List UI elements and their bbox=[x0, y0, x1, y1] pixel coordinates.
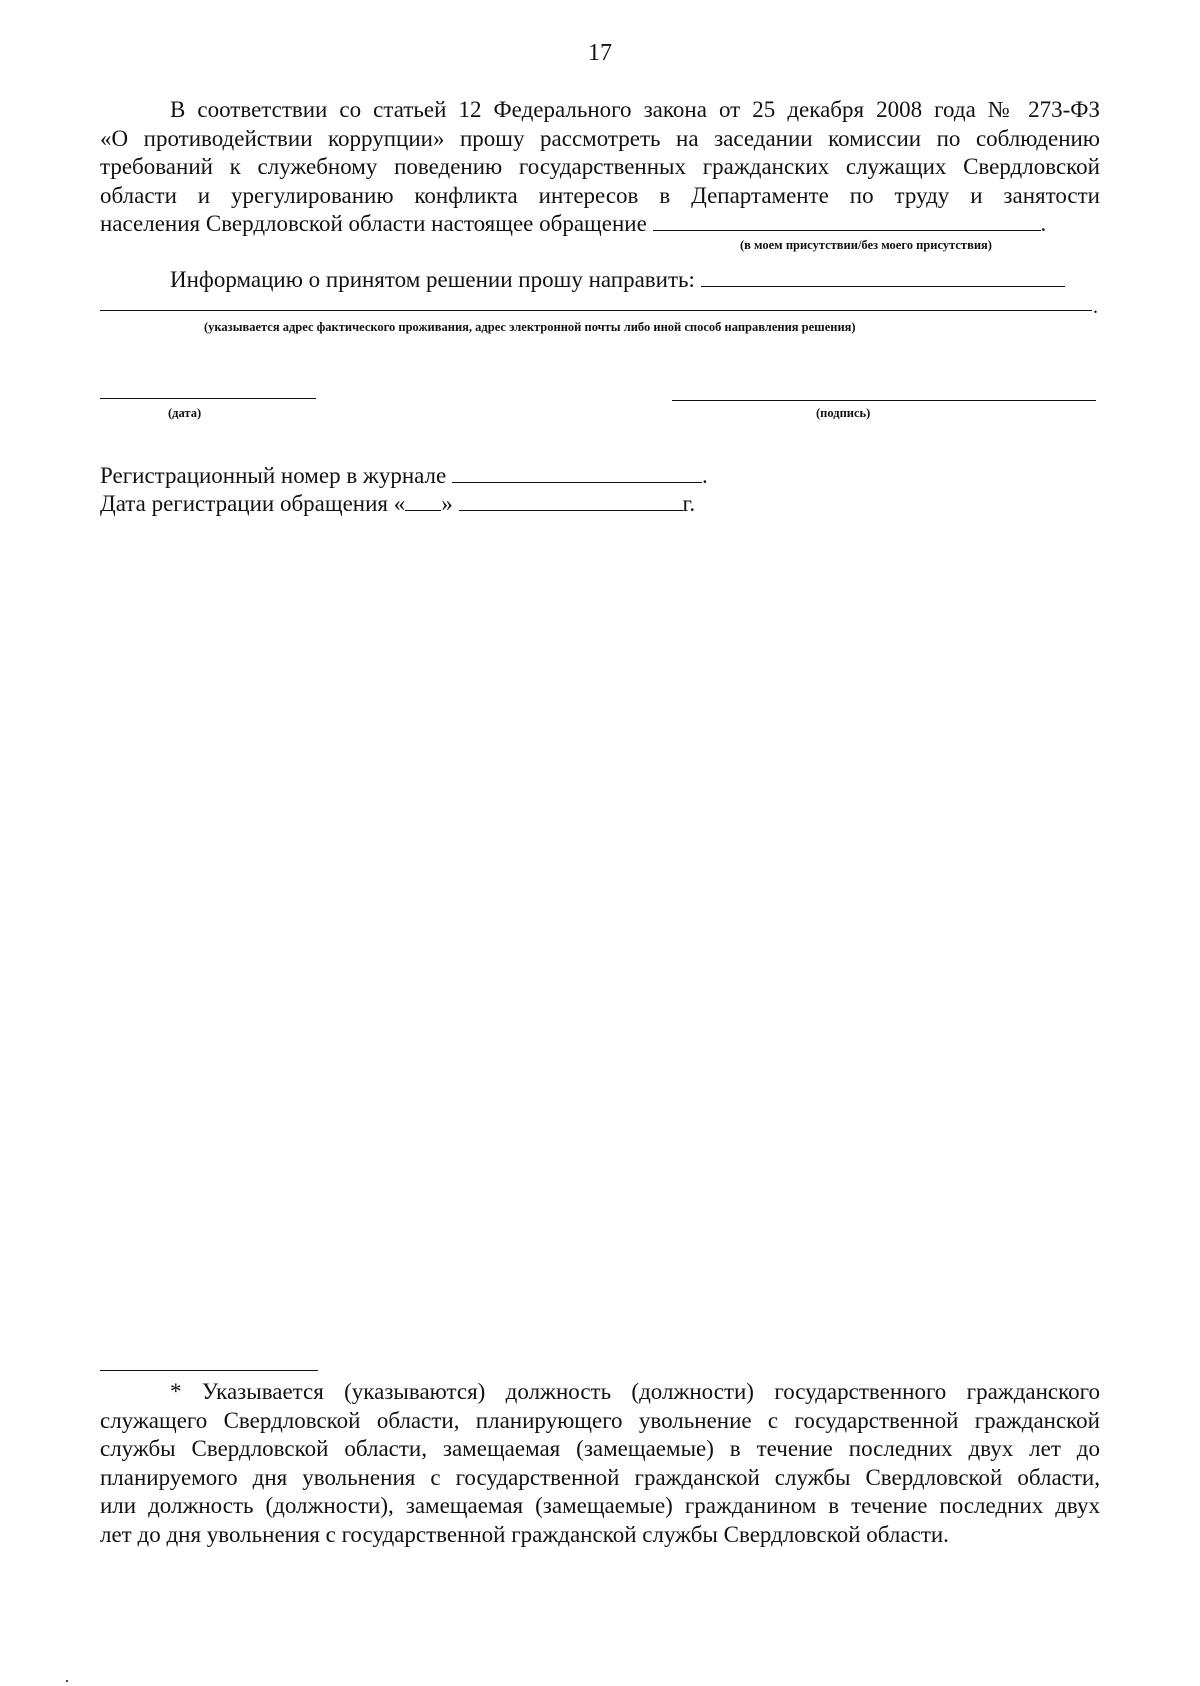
paragraph-line: «О противодействии коррупции» прошу рассмотреть на заседании комиссии по соблюдению bbox=[100, 125, 1100, 151]
paragraph-line: области и урегулированию конфликта интересов в Департаменте по труду и занятости bbox=[100, 182, 1100, 208]
date-field[interactable] bbox=[100, 398, 316, 399]
signature-field[interactable] bbox=[672, 400, 1096, 401]
registration-date-year-suffix: г. bbox=[682, 491, 696, 516]
footnote-line: службы Свердловской области, замещаемая (замещаемые) в течение последних двух лет до bbox=[100, 1436, 1100, 1461]
info-address-field-2[interactable] bbox=[100, 310, 1092, 311]
info-address-end: . bbox=[1093, 296, 1098, 318]
scan-speck bbox=[66, 1680, 68, 1682]
registration-number-field[interactable] bbox=[452, 462, 702, 483]
paragraph-line-last bbox=[100, 210, 1100, 239]
footnote-line: или должность (должности), замещаемая (замещаемые) гражданином в течение последних двух bbox=[100, 1493, 1100, 1518]
footnote-divider bbox=[100, 1370, 318, 1371]
registration-number-line bbox=[100, 462, 708, 489]
footnote bbox=[100, 1378, 1100, 1549]
presence-field[interactable] bbox=[653, 210, 1041, 231]
address-caption: (указывается адрес фактического проживания, адрес электронной почты либо иной способ направления решения) bbox=[204, 320, 856, 334]
footnote-line: * Указывается (указываются) должность (должности) государственного гражданского bbox=[170, 1379, 1100, 1404]
registration-day-field[interactable] bbox=[405, 490, 441, 511]
date-caption: (дата) bbox=[168, 406, 202, 420]
info-request-label: Информацию о принятом решении прошу направить: bbox=[170, 267, 695, 292]
registration-month-year-field[interactable] bbox=[459, 490, 683, 511]
registration-number-label: Регистрационный номер в журнале bbox=[100, 463, 447, 488]
paragraph-line-text: населения Свердловской области настоящее обращение bbox=[100, 211, 647, 236]
appeal-paragraph bbox=[100, 96, 1100, 239]
presence-caption: (в моем присутствии/без моего присутствия) bbox=[740, 238, 992, 252]
registration-number-end: . bbox=[701, 463, 708, 488]
footnote-line: служащего Свердловской области, планирующего увольнение с государственной гражданской bbox=[100, 1407, 1100, 1433]
paragraph-line: В соответствии со статьей 12 Федерального закона от 25 декабря 2008 года № 273-ФЗ bbox=[170, 97, 1100, 122]
registration-date-quote: » bbox=[441, 491, 453, 516]
signature-caption: (подпись) bbox=[816, 406, 871, 420]
footnote-line: планируемого дня увольнения с государственной гражданской службы Свердловской области, bbox=[100, 1464, 1100, 1490]
footnote-line: лет до дня увольнения с государственной гражданской службы Свердловской области. bbox=[100, 1521, 949, 1547]
registration-date-line bbox=[100, 490, 695, 517]
presence-field-end: . bbox=[1040, 211, 1047, 236]
info-request-line bbox=[170, 266, 1065, 293]
page-number: 17 bbox=[588, 40, 612, 66]
info-address-field-1[interactable] bbox=[701, 266, 1065, 287]
registration-date-label: Дата регистрации обращения « bbox=[100, 491, 406, 516]
paragraph-line: требований к служебному поведению государственных гражданских служащих Свердловской bbox=[100, 154, 1100, 179]
